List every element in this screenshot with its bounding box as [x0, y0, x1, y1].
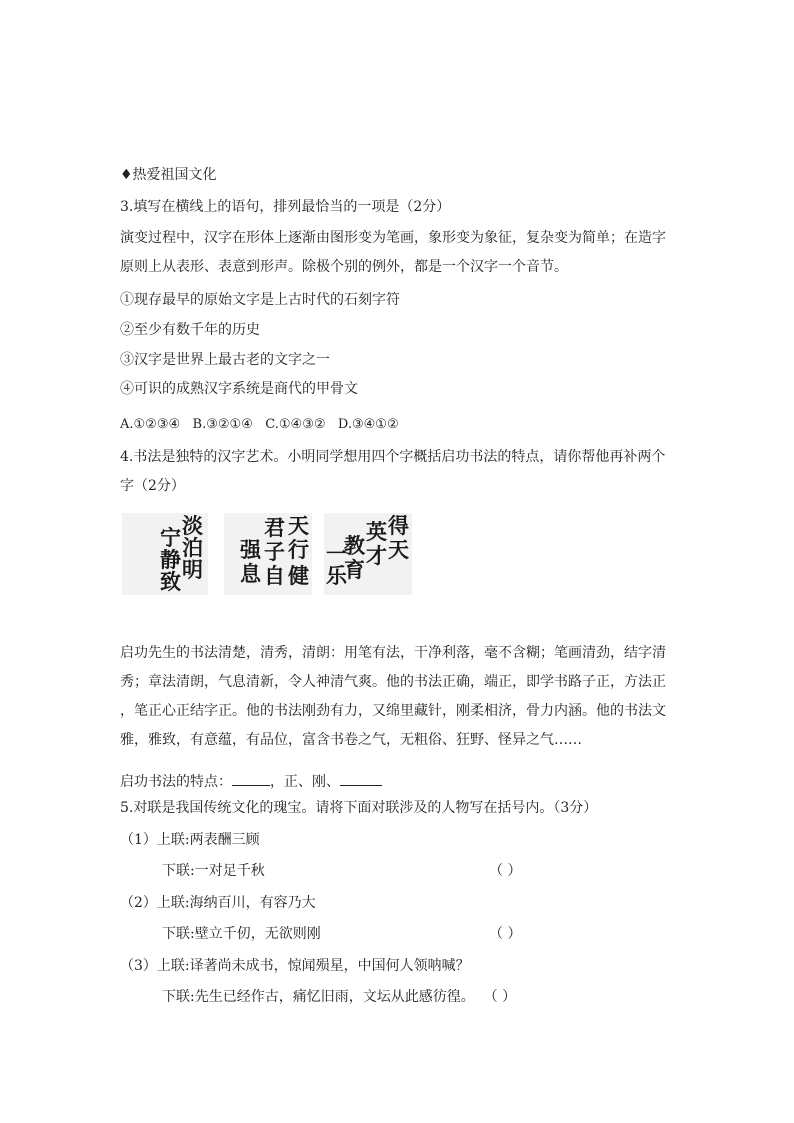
q3-options — [120, 417, 399, 433]
q4-prompt — [120, 443, 676, 501]
q5-answer-paren-3[interactable]: （ ） — [483, 989, 517, 1005]
q3-option-a: A.①②③④ — [120, 417, 181, 432]
q4-passage-line-3: ，笔正心正结字正。他的书法刚劲有力，又绵里藏针，刚柔相济，骨力内涵。他的书法文 — [120, 703, 666, 719]
q4-blank-2[interactable] — [340, 771, 382, 786]
q4-passage-line-1: 启功先生的书法清楚，清秀，清朗：用笔有法，干净利落，毫不含糊；笔画清劲，结字清 — [120, 645, 666, 661]
q3-item-4: ④可识的成熟汉字系统是商代的甲骨文 — [120, 381, 358, 397]
q3-prompt: 3.填写在横线上的语句，排列最恰当的一项是（2分） — [120, 199, 451, 215]
q3-passage-line-1: 演变过程中，汉字在形体上逐渐由图形变为笔画，象形变为象征，复杂变为简单；在造字 — [120, 230, 666, 246]
q4-answer-middle: ，正、刚、 — [270, 774, 340, 790]
q5-answer-paren-2[interactable]: （ ） — [489, 926, 522, 942]
q4-passage-line-4: 雅，雅致，有意蕴，有品位，富含书卷之气，无粗俗、狂野、怪异之气…… — [120, 732, 582, 748]
q3-option-d: D.③④①② — [337, 417, 399, 432]
q3-item-1: ①现存最早的原始文字是上古时代的石刻字符 — [120, 292, 400, 308]
section-title: ♦热爱祖国文化 — [120, 167, 217, 183]
q3-option-b: B.③②①④ — [192, 417, 253, 432]
q5-item-1-lower: 下联:一对足千秋 — [162, 863, 265, 879]
calligraphy-image-1: 淡 泊 明 宁 静 致 — [122, 513, 208, 595]
q3-item-3: ③汉字是世界上最古老的文字之一 — [120, 352, 330, 368]
q4-answer-line — [120, 771, 382, 790]
q3-item-2: ②至少有数千年的历史 — [120, 322, 260, 338]
calligraphy-image-2: 天 行 健 君 子 自 强 息 — [224, 513, 312, 595]
q5-item-3-lower-text: 下联:先生已经作古，痛忆旧雨，文坛从此感彷徨。 — [162, 989, 475, 1005]
q4-blank-1[interactable] — [232, 771, 270, 786]
calligraphy-image-3: 得 天 英 才 教 育 一 乐 — [324, 513, 412, 595]
q5-item-2-upper: （2）上联:海纳百川，有容乃大 — [120, 895, 316, 911]
q4-passage — [120, 639, 676, 755]
q5-prompt: 5.对联是我国传统文化的瑰宝。请将下面对联涉及的人物写在括号内。（3分） — [120, 800, 598, 816]
q5-item-1-upper: （1）上联:两表酬三顾 — [120, 832, 260, 848]
q5-answer-paren-1[interactable]: （ ） — [489, 863, 522, 879]
q5-item-2-lower: 下联:壁立千仞，无欲则刚 — [162, 926, 321, 942]
q3-passage — [120, 224, 676, 282]
q4-prompt-line-1: 4.书法是独特的汉字艺术。小明同学想用四个字概括启功书法的特点，请你帮他再补两个 — [120, 449, 666, 465]
q5-item-3-upper: （3）上联:译著尚未成书，惊闻殒星，中国何人领呐喊？ — [120, 958, 470, 974]
q3-passage-line-2: 原则上从表形、表意到形声。除极个别的例外，都是一个汉字一个音节。 — [120, 259, 568, 275]
q4-prompt-line-2: 字（2分） — [120, 478, 185, 494]
q5-item-3-lower — [162, 989, 516, 1005]
q3-option-c: C.①④③② — [265, 417, 326, 432]
q4-answer-prefix: 启功书法的特点： — [120, 774, 232, 790]
q4-passage-line-2: 秀；章法清朗，气息清新，令人神清气爽。他的书法正确，端正，即学书路子正，方法正 — [120, 674, 666, 690]
